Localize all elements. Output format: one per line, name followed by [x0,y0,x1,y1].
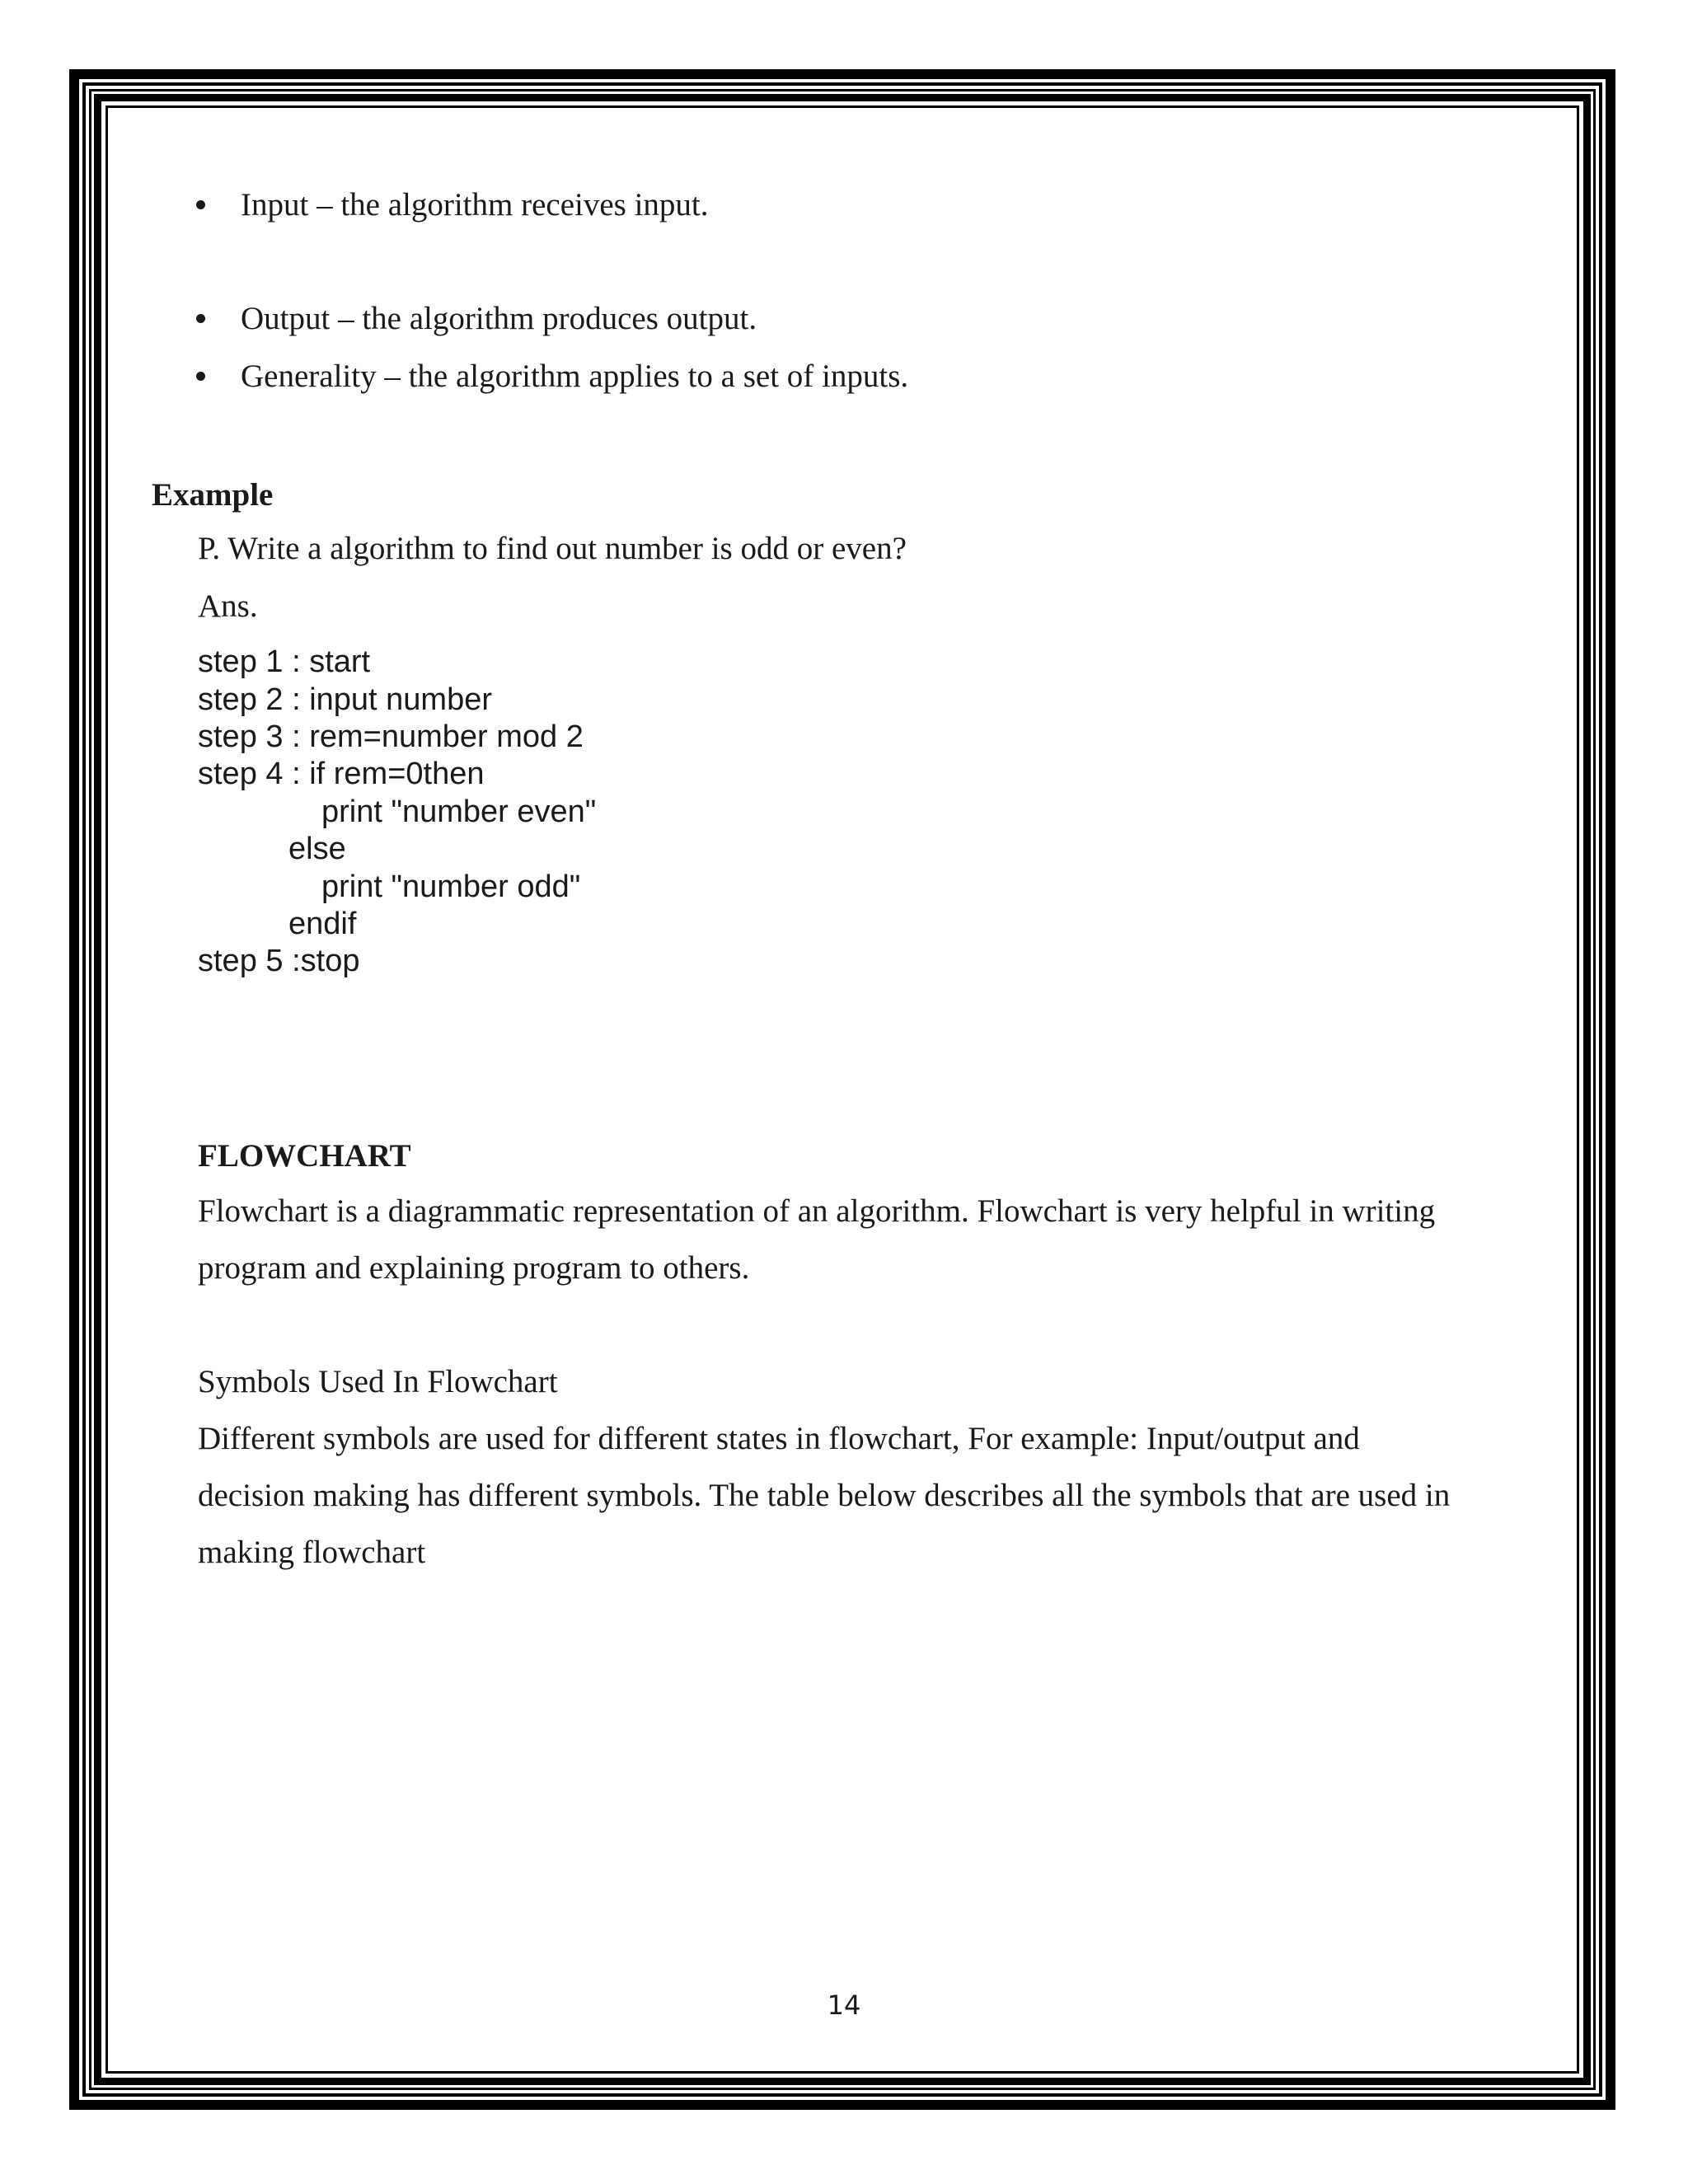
step-line: step 1 : start [198,644,371,679]
step-line: step 5 :stop [198,944,360,978]
bullet-dot [196,372,205,381]
paragraph-line: program and explaining program to others. [198,1250,750,1286]
step-line: step 4 : if rem=0then [198,757,485,791]
answer-label: Ans. [198,588,258,624]
page-number: 14 [827,1990,861,2021]
step-line: step 2 : input number [198,682,492,717]
step-line: print "number even" [321,794,597,829]
step-line: step 3 : rem=number mod 2 [198,719,584,754]
bullet-dot [196,314,205,323]
flowchart-heading: FLOWCHART [198,1138,411,1174]
example-heading: Example [152,477,274,513]
step-line: print "number odd" [321,869,581,904]
bullet-item: Output – the algorithm produces output. [241,301,757,336]
example-question: P. Write a algorithm to find out number is odd or even? [198,531,907,566]
step-line: else [288,832,346,866]
bullet-item: Generality – the algorithm applies to a set of inputs. [241,359,909,394]
bullet-dot [196,200,205,209]
paragraph-line: Flowchart is a diagrammatic representation of an algorithm. Flowchart is very helpful in writing [198,1193,1436,1229]
paragraph-line: decision making has different symbols. The table below describes all the symbols that are used in [198,1478,1451,1513]
paragraph-line: making flowchart [198,1535,426,1570]
bullet-item: Input – the algorithm receives input. [241,187,709,223]
step-line: endif [288,907,357,941]
paragraph-line: Different symbols are used for different states in flowchart, For example: Input/output and [198,1421,1360,1456]
symbols-heading: Symbols Used In Flowchart [198,1364,558,1399]
